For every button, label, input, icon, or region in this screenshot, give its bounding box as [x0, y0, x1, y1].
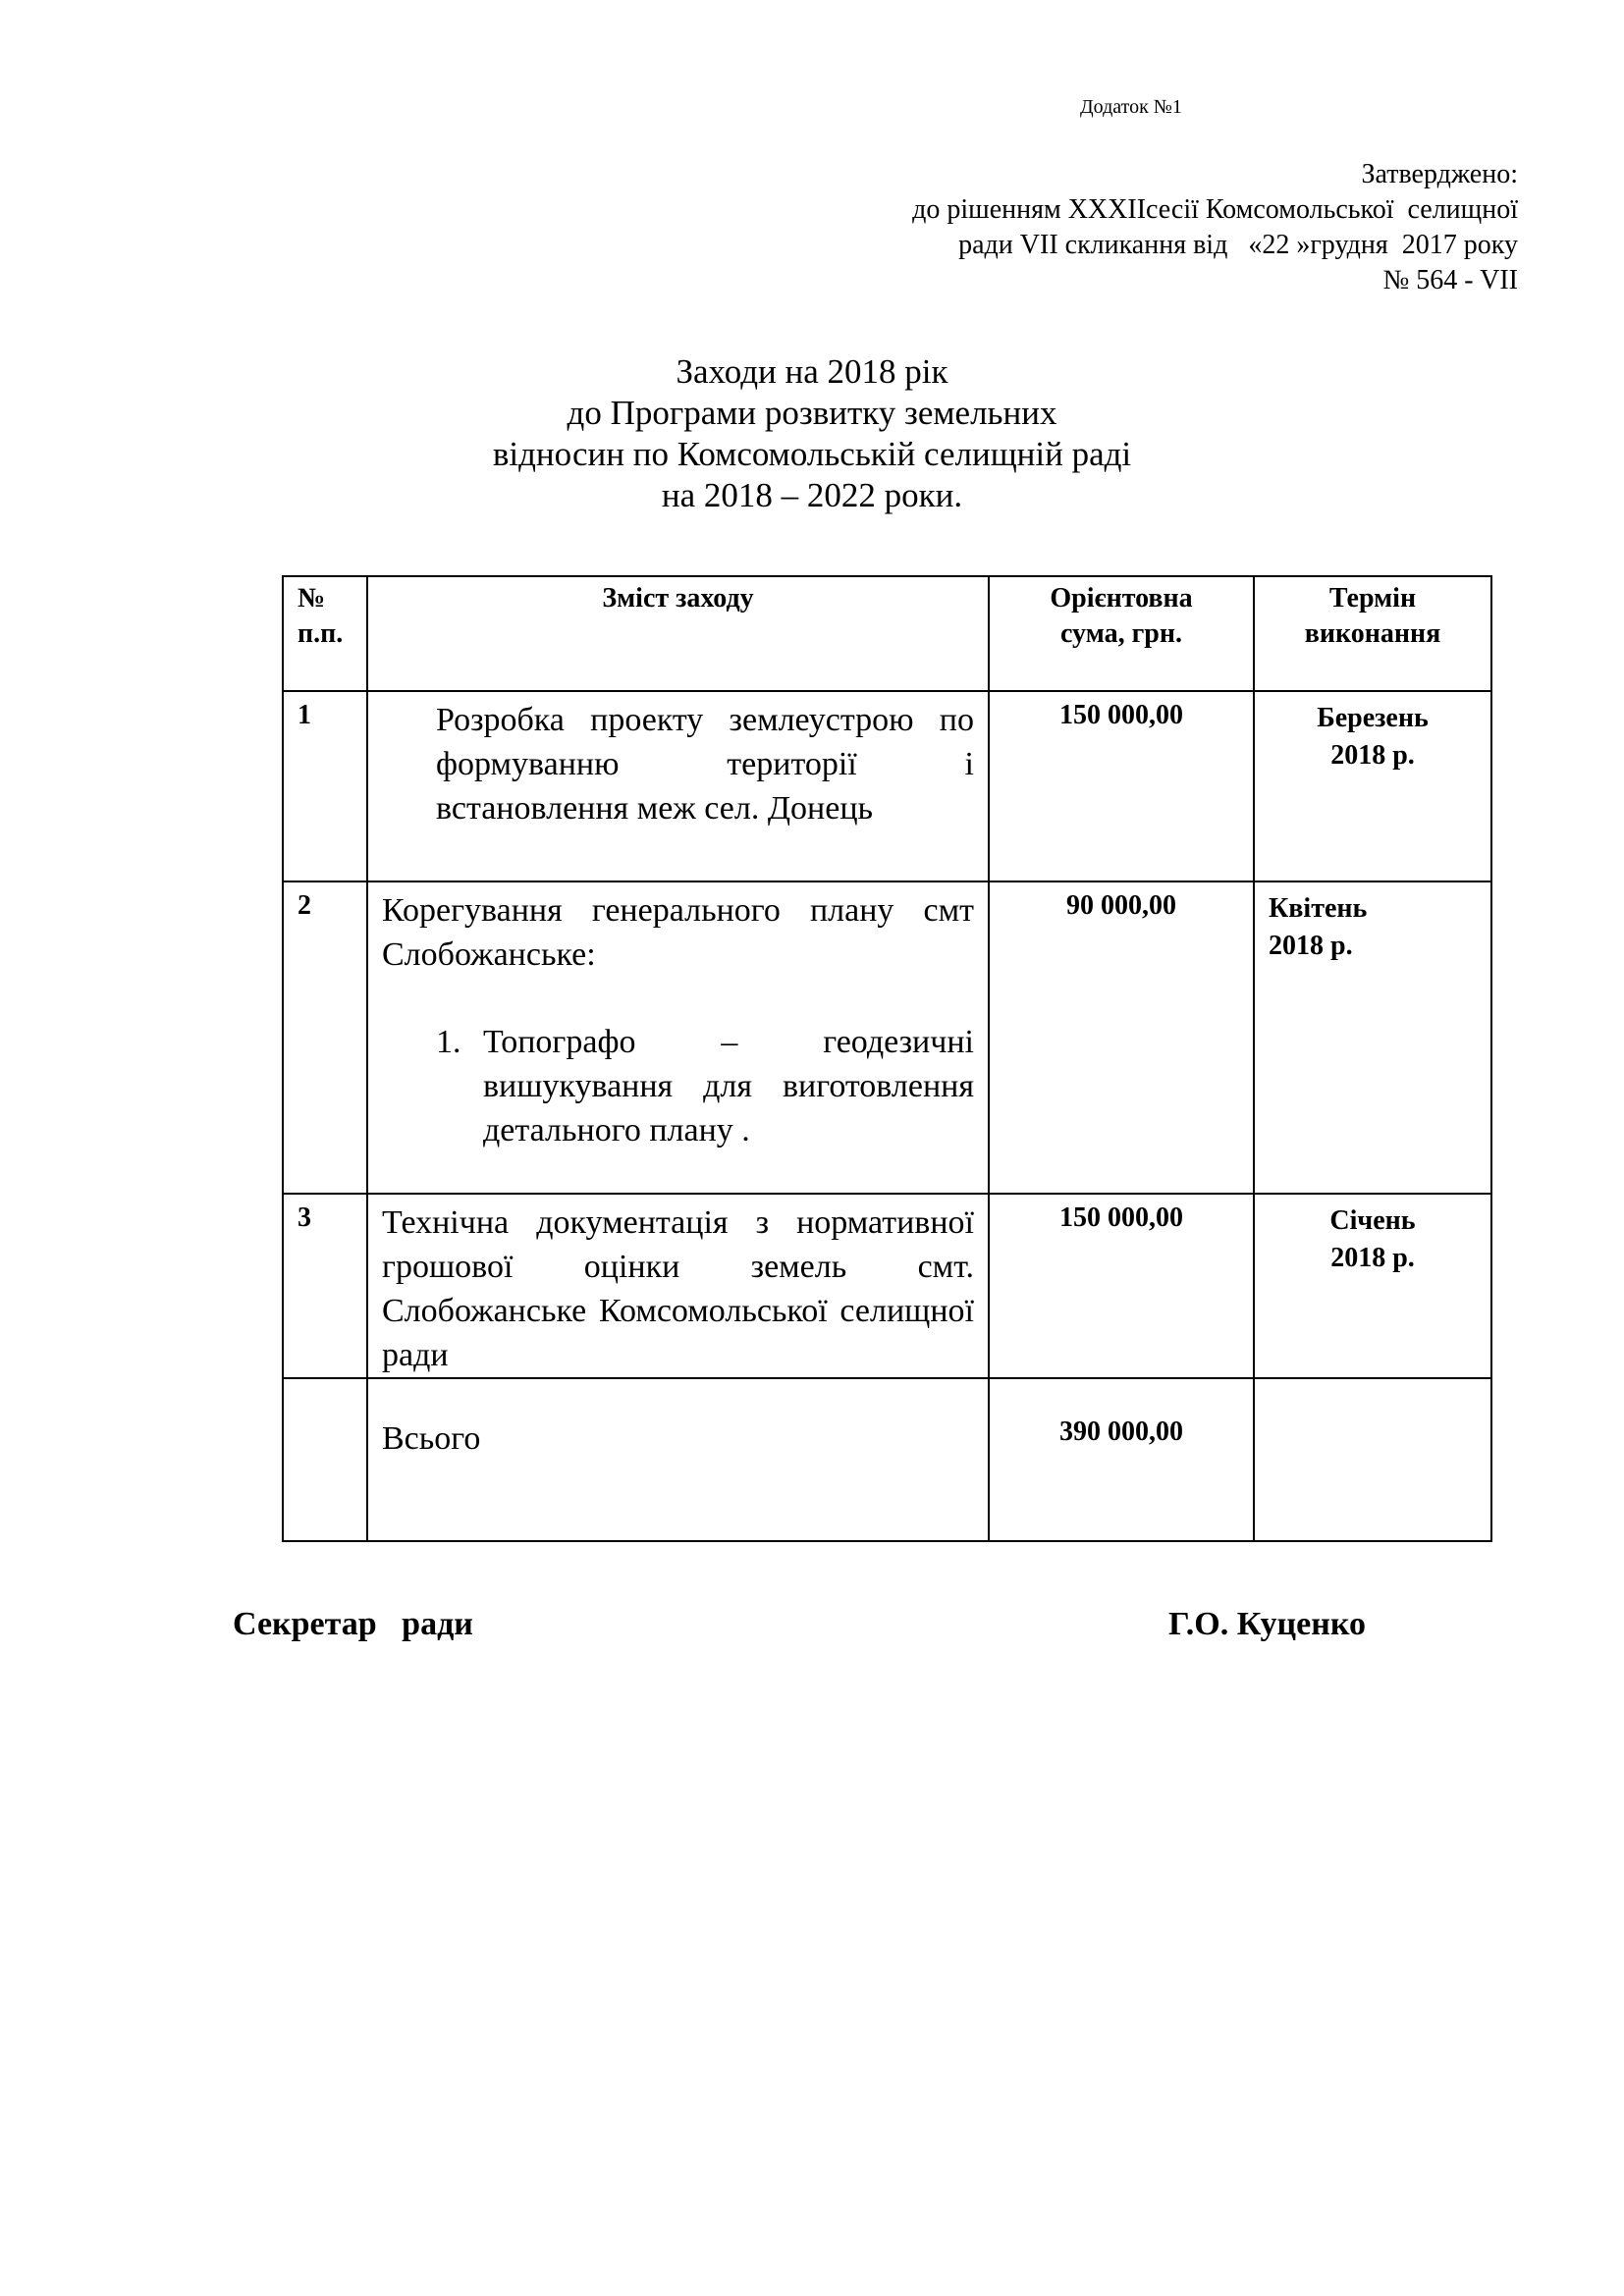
- signature-title: Секретар ради: [233, 1606, 473, 1642]
- subitem-text: Топографо – геодезичні вишукування для виготовлення детального плану .: [483, 1024, 974, 1148]
- header-term: Термін виконання: [1254, 576, 1491, 691]
- total-number: [283, 1378, 367, 1541]
- header-number: № п.п.: [283, 576, 367, 691]
- appendix-label: Додаток №1: [1080, 96, 1182, 118]
- row-content: Технічна документація з нормативної грошової оцінки земель смт. Слобожанське Комсомольської селищної ради: [382, 1204, 974, 1373]
- measures-table: [282, 575, 1492, 1542]
- row-amount: 150 000,00: [989, 1194, 1254, 1378]
- approval-block: [732, 157, 1518, 298]
- table-row: [283, 691, 1491, 881]
- approval-line: Затверджено:: [1361, 159, 1518, 189]
- approval-line: № 564 - VІІ: [1382, 265, 1518, 295]
- total-label: Всього: [382, 1420, 481, 1457]
- table-header-row: [283, 576, 1491, 691]
- title-line: відносин по Комсомольській селищній раді: [492, 435, 1132, 473]
- total-amount: 390 000,00: [989, 1378, 1254, 1541]
- title-line: на 2018 – 2022 роки.: [661, 476, 963, 514]
- title-line: до Програми розвитку земельних: [567, 394, 1057, 432]
- row-content: Розробка проекту землеустрою по формуванню території і встановлення меж сел. Донець: [436, 702, 974, 827]
- total-label-cell: [367, 1378, 989, 1541]
- subitem-number: 1.: [436, 1024, 461, 1060]
- row-term: Березень 2018 р.: [1254, 691, 1491, 881]
- row-content-cell: [367, 1194, 989, 1378]
- table-row: [283, 1194, 1491, 1378]
- row-number: 2: [283, 881, 367, 1194]
- row-subitem: [368, 1020, 988, 1152]
- row-number: 3: [283, 1194, 367, 1378]
- total-row: [283, 1378, 1491, 1541]
- header-amount: Орієнтовна сума, грн.: [989, 576, 1254, 691]
- table-row: [283, 881, 1491, 1194]
- row-content: Корегування генерального плану смт Слобожанське:: [382, 892, 974, 973]
- document-title: [0, 351, 1624, 516]
- signature-name: Г.О. Куценко: [1168, 1606, 1366, 1642]
- row-term: Січень 2018 р.: [1254, 1194, 1491, 1378]
- row-content-cell: [367, 691, 989, 881]
- approval-line: до рішенням ХХХІІсесії Комсомольської селищної: [912, 194, 1518, 225]
- row-amount: 150 000,00: [989, 691, 1254, 881]
- title-line: Заходи на 2018 рік: [676, 352, 948, 391]
- total-term: [1254, 1378, 1491, 1541]
- row-content-cell: [367, 881, 989, 1194]
- row-term: Квітень 2018 р.: [1254, 881, 1491, 1194]
- approval-line: ради VІІ скликання від «22 »грудня 2017 року: [958, 230, 1518, 260]
- row-amount: 90 000,00: [989, 881, 1254, 1194]
- row-number: 1: [283, 691, 367, 881]
- header-content: Зміст заходу: [367, 576, 989, 691]
